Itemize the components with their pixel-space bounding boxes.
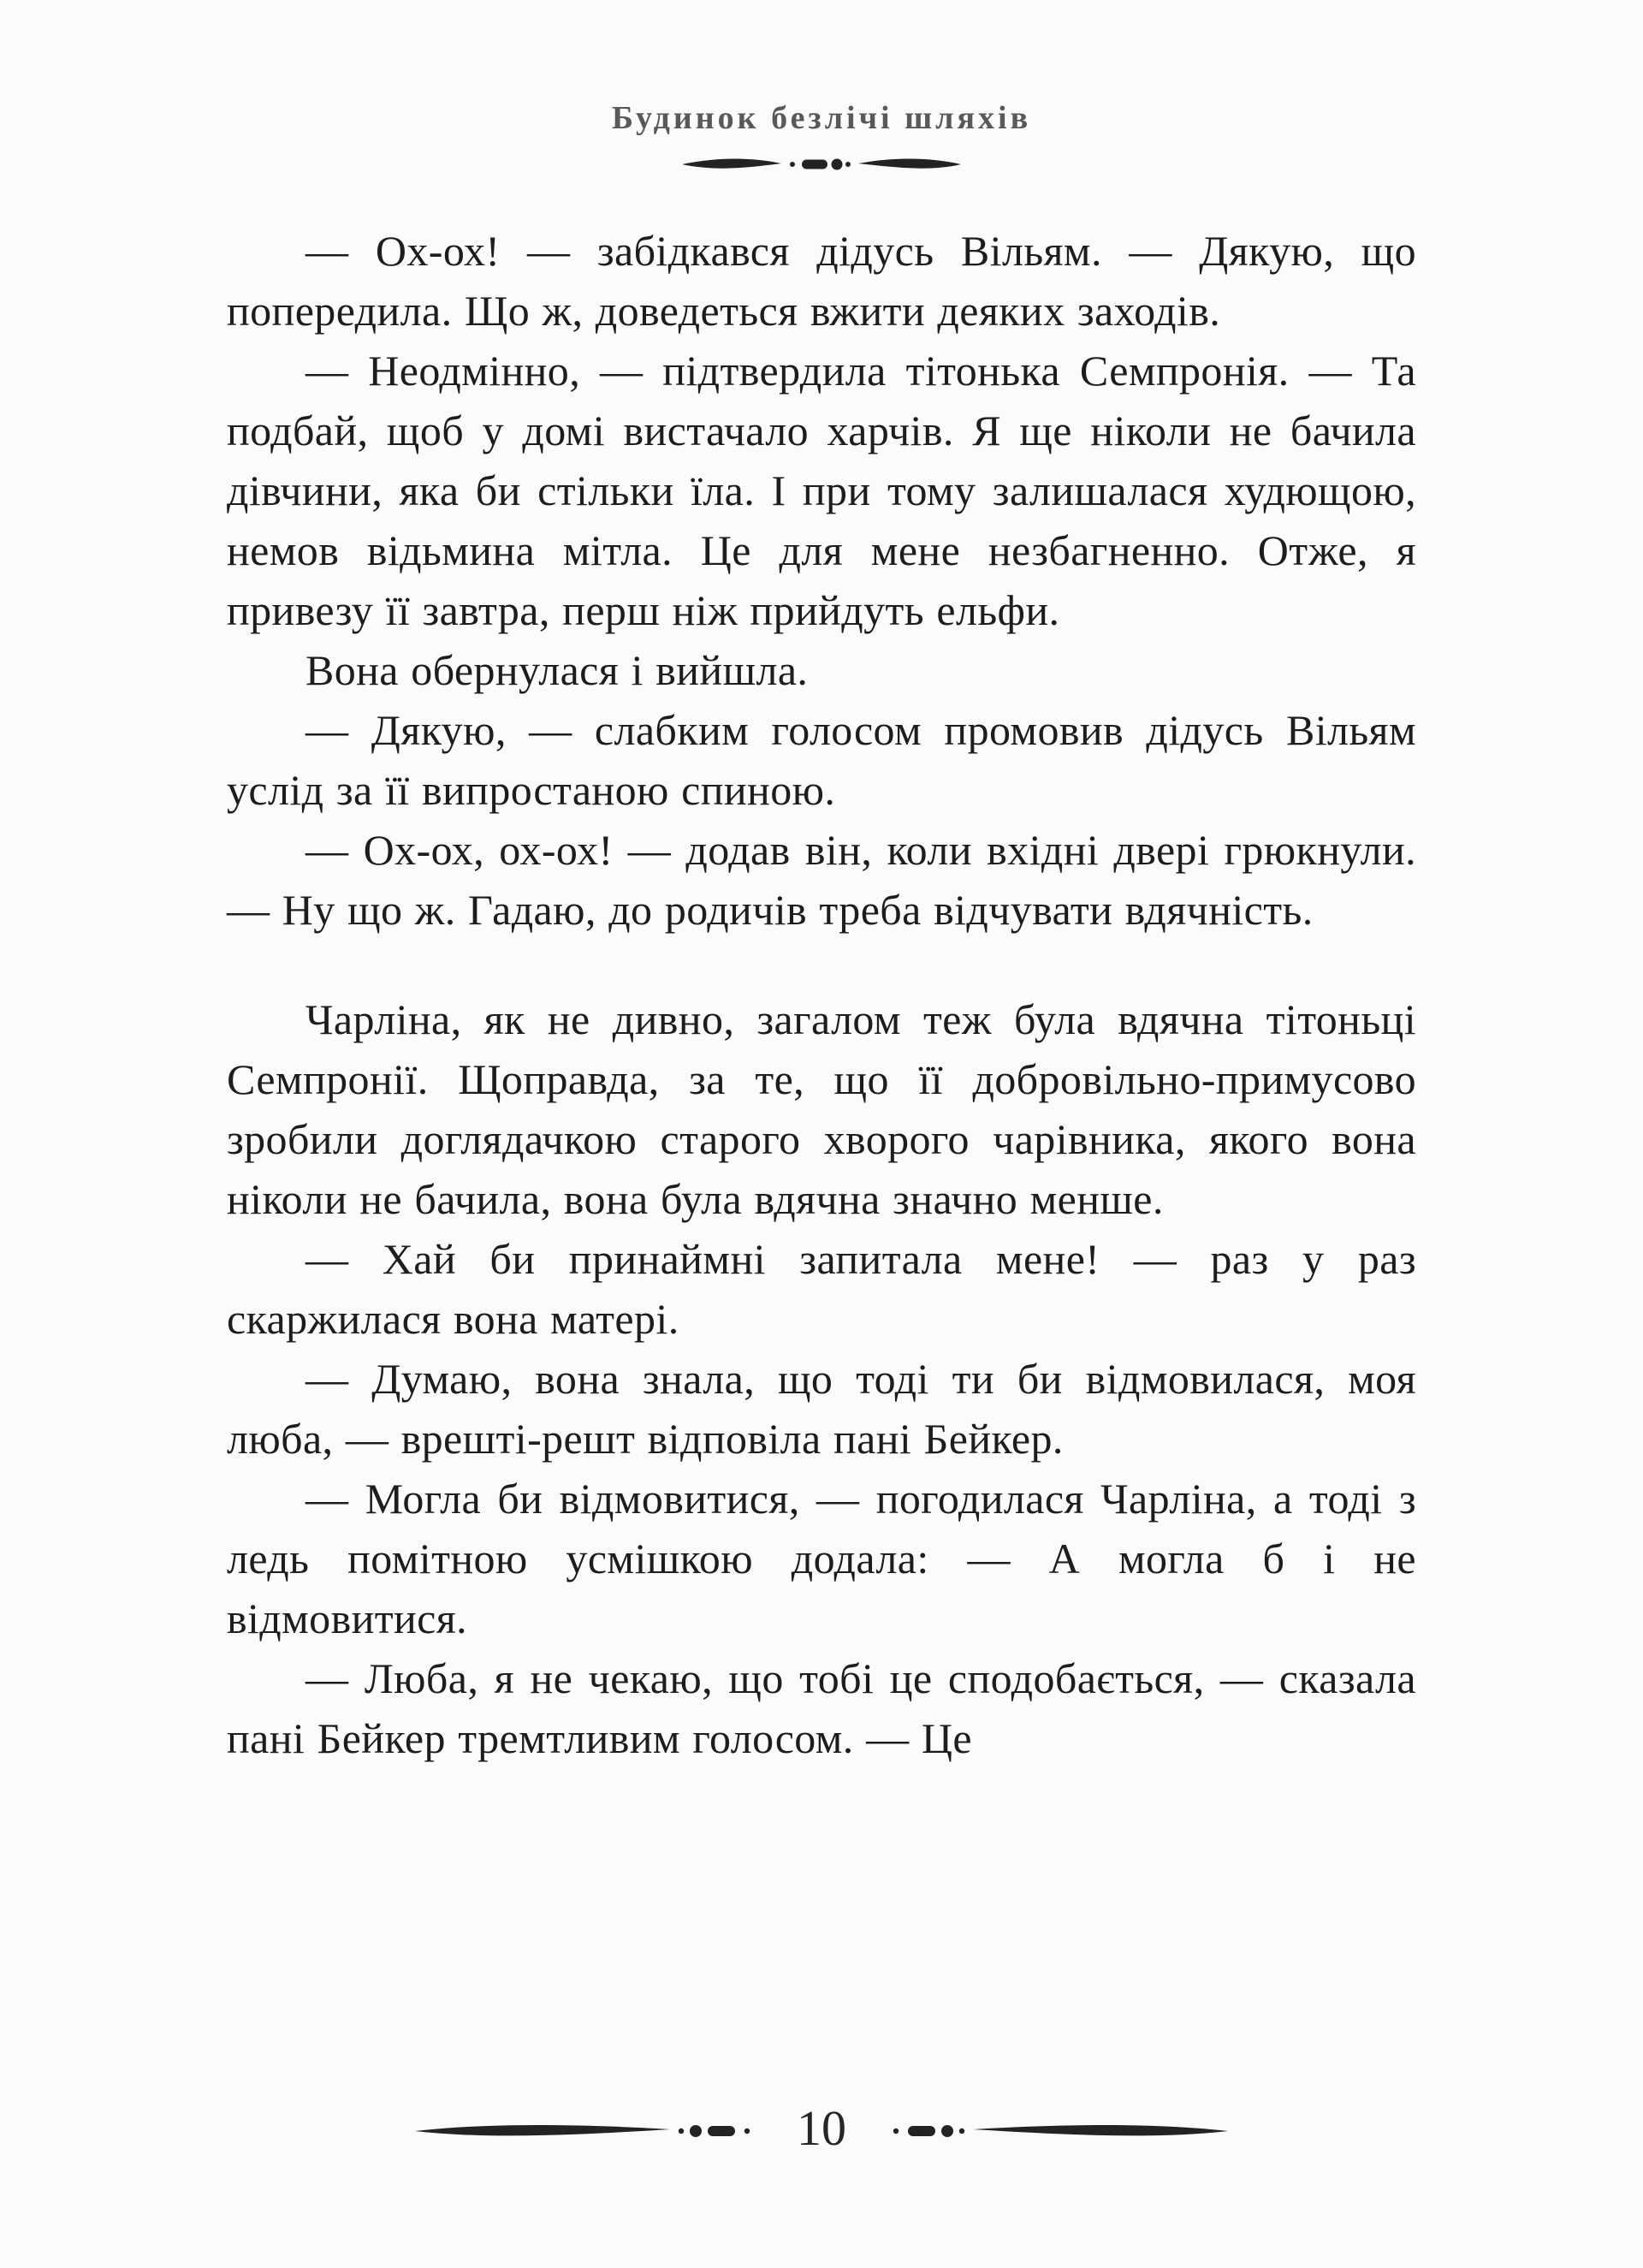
paragraph: Чарліна, як не дивно, загалом теж була вдячна тітоньці Семпронії. Щоправда, за те, що її добровільно-примусово зробили доглядачкою старого хворого чарівника, якого вона ніколи не бачила, вона була вдячна значно менше.	[227, 995, 1416, 1223]
paragraph: — Люба, я не чекаю, що тобі це сподобається, — сказала пані Бейкер тремтливим голосом. — Це	[227, 1654, 1416, 1762]
paragraph: Вона обернулася і вийшла.	[305, 646, 809, 694]
paragraph: — Думаю, вона знала, що тоді ти би відмовилася, моя люба, — врешті-решт відповіла пані Бейкер.	[227, 1355, 1416, 1463]
paragraph: — Хай би принаймні запитала мене! — раз у раз скаржилася вона матері.	[227, 1235, 1416, 1343]
header-divider	[0, 149, 1643, 183]
calligraphic-divider-icon	[680, 157, 963, 171]
page-body	[227, 221, 1416, 1768]
page-number: 10	[797, 2100, 846, 2156]
running-header-title: Будинок безлічі шляхів	[611, 100, 1032, 136]
paragraph: — Дякую, — слабким голосом промовив дідусь Вільям услід за її випростаною спиною.	[227, 706, 1416, 814]
calligraphic-divider-icon	[870, 2114, 1230, 2148]
page-footer	[0, 2100, 1643, 2158]
paragraph: — Могла би відмовитися, — погодилася Чарліна, а тоді з ледь помітною усмішкою додала: — А могла б і не відмовитися.	[227, 1475, 1416, 1642]
paragraph: — Неодмінно, — підтвердила тітонька Семпронія. — Та подбай, щоб у домі вистачало харчів. Я ще ніколи не бачила дівчини, яка би стільки їла. І при тому залишалася худющою, немов відьмина мітла. Це для мене незбагненно. Отже, я привезу її завтра, перш ніж прийдуть ельфи.	[227, 347, 1416, 634]
calligraphic-divider-icon	[413, 2114, 773, 2148]
paragraph: — Ох-ох! — забідкався дідусь Вільям. — Дякую, що попередила. Що ж, доведеться вжити деяких заходів.	[227, 227, 1416, 335]
paragraph: — Ох-ох, ох-ох! — додав він, коли вхідні двері грюкнули. — Ну що ж. Гадаю, до родичів треба відчувати вдячність.	[227, 826, 1416, 934]
